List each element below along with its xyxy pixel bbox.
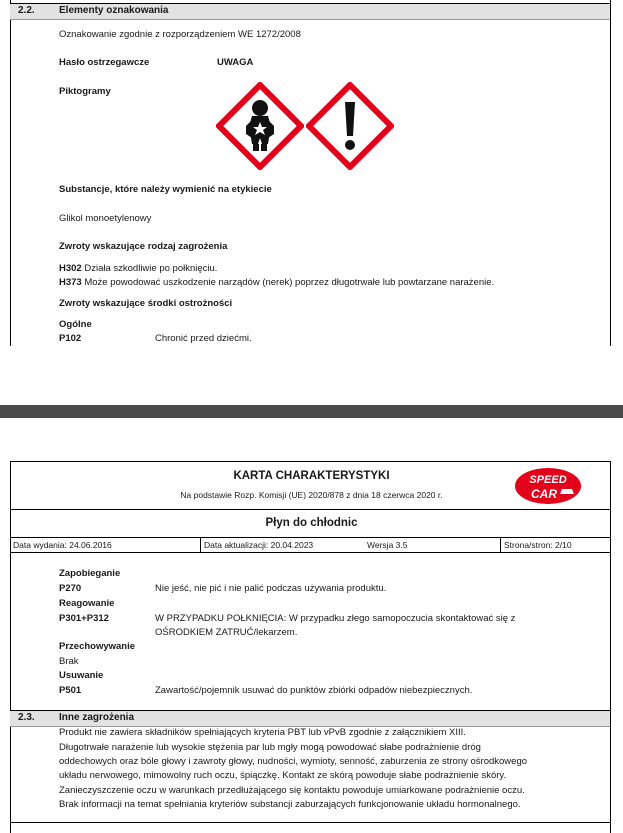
health-hazard-icon bbox=[216, 82, 304, 170]
other-hazards-line: Zanieczyszczenie oczu w warunkach przedłużającego się kontaktu powoduje umiarkowane podrażnienie oczu. bbox=[59, 785, 525, 796]
general-label: Ogólne bbox=[59, 319, 92, 330]
prevention-label: Zapobieganie bbox=[59, 568, 121, 579]
other-hazards-line: Produkt nie zawiera składników spełniających kryteria PBT lub vPvB zgodnie z załącznikiem XIII. bbox=[59, 727, 466, 738]
issue-date: Data wydania: 24.06.2016 bbox=[13, 540, 112, 550]
p301-text-line1: W PRZYPADKU POŁKNIĘCIA: W przypadku złego samopoczucia skontaktować się z bbox=[155, 613, 516, 624]
substance-name: Glikol monoetylenowy bbox=[59, 213, 152, 224]
p270-code: P270 bbox=[59, 583, 82, 594]
page-number: Strona/stron: 2/10 bbox=[504, 540, 572, 550]
document-subtitle: Na podstawie Rozp. Komisji (UE) 2020/878 z dnia 18 czerwca 2020 r. bbox=[180, 490, 443, 500]
p102-text: Chronić przed dziećmi. bbox=[155, 333, 252, 344]
version: Wersja 3.5 bbox=[367, 540, 408, 550]
hazard-statement-h373 bbox=[59, 277, 494, 288]
update-date: Data aktualizacji: 20.04.2023 bbox=[204, 540, 314, 550]
hazard-text: Może powodować uszkodzenie narządów (nerek) poprzez długotrwałe lub powtarzane narażenie. bbox=[84, 277, 495, 288]
signal-word-label: Hasło ostrzegawcze bbox=[59, 57, 150, 68]
p301-text-line2: OŚRODKIEM ZATRUĆ/lekarzem. bbox=[155, 627, 298, 638]
hazard-code: H302 bbox=[59, 263, 82, 274]
p501-text: Zawartość/pojemnik usuwać do punktów zbiórki odpadów niebezpiecznych. bbox=[155, 685, 473, 696]
precaution-heading: Zwroty wskazujące środki ostrożności bbox=[59, 298, 233, 309]
logo-bottom-text: CAR bbox=[531, 487, 557, 501]
storage-value: Brak bbox=[59, 656, 79, 667]
other-hazards-line: Brak informacji na temat spełniania kryteriów substancji zaburzających funkcjonowanie układu hormonalnego. bbox=[59, 799, 521, 810]
logo-top-text: SPEED bbox=[529, 474, 567, 486]
hazard-text: Działa szkodliwie po połknięciu. bbox=[84, 263, 218, 274]
storage-label: Przechowywanie bbox=[59, 641, 136, 652]
other-hazards-line: Długotrwałe narażenie lub wysokie stężenia par lub mgły mogą powodować słabe podrażnienie dróg bbox=[59, 742, 481, 753]
p501-code: P501 bbox=[59, 685, 82, 696]
other-hazards-line: oddechowych oraz bóle głowy i zawroty głowy, nudności, wymioty, senność, zaburzenia ze strony ośrodkowego bbox=[59, 756, 528, 767]
section-title: Elementy oznakowania bbox=[59, 5, 169, 16]
pictograms-label: Piktogramy bbox=[59, 86, 111, 97]
signal-word-value: UWAGA bbox=[217, 57, 254, 68]
p102-code: P102 bbox=[59, 333, 82, 344]
product-name: Płyn do chłodnic bbox=[265, 517, 358, 529]
exclamation-mark-icon bbox=[306, 82, 394, 170]
section-title: Inne zagrożenia bbox=[59, 712, 135, 723]
section-number: 2.2. bbox=[18, 5, 35, 16]
hazard-heading: Zwroty wskazujące rodzaj zagrożenia bbox=[59, 241, 228, 252]
page-separator bbox=[0, 405, 623, 418]
disposal-label: Usuwanie bbox=[59, 670, 104, 681]
substances-label: Substancje, które należy wymienić na etykiecie bbox=[59, 184, 272, 195]
hazard-code: H373 bbox=[59, 277, 82, 288]
response-label: Reagowanie bbox=[59, 598, 115, 609]
speed-car-logo bbox=[514, 467, 582, 505]
document-title: KARTA CHARAKTERYSTYKI bbox=[233, 470, 390, 482]
section-number: 2.3. bbox=[18, 712, 35, 723]
hazard-statement-h302 bbox=[59, 263, 217, 274]
other-hazards-line: układu nerwowego, mimowolny ruch oczu, śpiączkę. Kontakt ze skórą powoduje słabe podrażnienie skóry. bbox=[59, 770, 507, 781]
p301-code: P301+P312 bbox=[59, 613, 109, 624]
p270-text: Nie jeść, nie pić i nie palić podczas używania produktu. bbox=[155, 583, 387, 594]
regulation-line: Oznakowanie zgodnie z rozporządzeniem WE 1272/2008 bbox=[59, 29, 301, 40]
